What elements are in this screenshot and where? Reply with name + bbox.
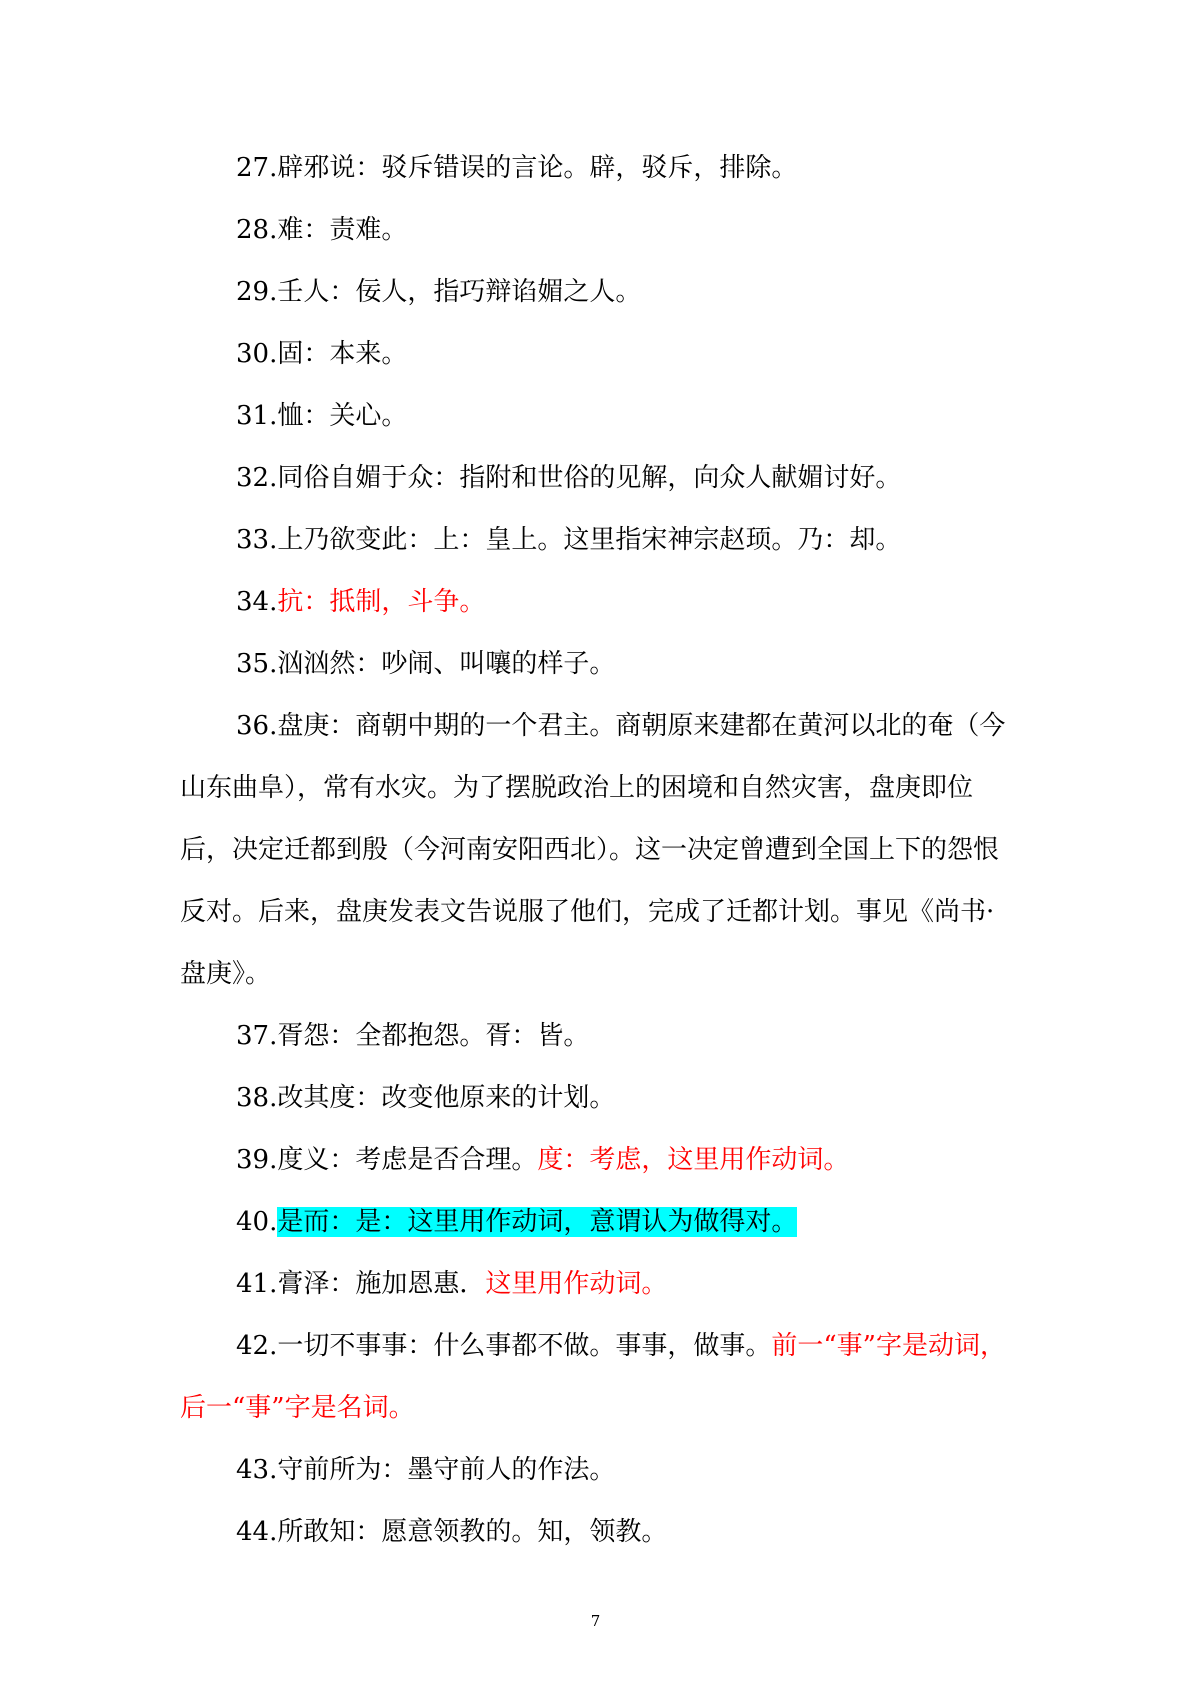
note-text: 39.度义：考虑是否合理。 xyxy=(236,1145,538,1175)
note-text: 43.守前所为：墨守前人的作法。 xyxy=(236,1455,616,1485)
note-44 xyxy=(180,1501,1010,1563)
note-text: 38.改其度：改变他原来的计划。 xyxy=(236,1083,616,1113)
note-29 xyxy=(180,261,1010,323)
note-text: 28.难：责难。 xyxy=(236,215,408,245)
note-33 xyxy=(180,509,1010,571)
note-emphasis-text: 抗：抵制，斗争。 xyxy=(277,587,486,617)
note-number: 40. xyxy=(236,1207,278,1237)
note-text: 27.辟邪说：驳斥错误的言论。辟，驳斥，排除。 xyxy=(236,153,798,183)
note-text: 42.一切不事事：什么事都不做。事事，做事。 xyxy=(236,1331,772,1361)
note-31 xyxy=(180,385,1010,447)
note-42 xyxy=(180,1315,1010,1439)
note-34 xyxy=(180,571,1010,633)
note-36 xyxy=(180,695,1010,1005)
note-text: 35.汹汹然：吵闹、叫嚷的样子。 xyxy=(236,649,616,679)
note-text: 31.恤：关心。 xyxy=(236,401,408,431)
note-text: 36.盘庚：商朝中期的一个君主。商朝原来建都在黄河以北的奄（今山东曲阜），常有水灾。为了摆脱政治上的困境和自然灾害，盘庚即位后，决定迁都到殷（今河南安阳西北）。这一决定曾遭到全国上下的怨恨反对。后来，盘庚发表文告说服了他们，完成了迁都计划。事见《尚书·盘庚》。 xyxy=(180,711,1006,989)
note-38 xyxy=(180,1067,1010,1129)
note-28 xyxy=(180,199,1010,261)
note-text: 30.固：本来。 xyxy=(236,339,408,369)
note-43 xyxy=(180,1439,1010,1501)
note-number: 34. xyxy=(236,587,278,617)
note-32 xyxy=(180,447,1010,509)
note-39 xyxy=(180,1129,1010,1191)
note-highlighted-text: 是而：是：这里用作动词，意谓认为做得对。 xyxy=(277,1207,798,1237)
note-emphasis-text: 前一“事”字是动词，后一“事”字是名词。 xyxy=(180,1331,1006,1423)
note-40 xyxy=(180,1191,1010,1253)
note-text: 41.膏泽：施加恩惠． xyxy=(236,1269,486,1299)
note-35 xyxy=(180,633,1010,695)
note-emphasis-text: 度：考虑，这里用作动词。 xyxy=(537,1145,850,1175)
note-text: 44.所敢知：愿意领教的。知，领教。 xyxy=(236,1517,668,1547)
notes-list xyxy=(180,137,1010,1563)
note-27 xyxy=(180,137,1010,199)
note-emphasis-text: 这里用作动词。 xyxy=(485,1269,668,1299)
note-37 xyxy=(180,1005,1010,1067)
note-text: 33.上乃欲变此：上：皇上。这里指宋神宗赵顼。乃：却。 xyxy=(236,525,902,555)
page-number: 7 xyxy=(590,1612,601,1630)
note-41 xyxy=(180,1253,1010,1315)
note-text: 32.同俗自媚于众：指附和世俗的见解，向众人献媚讨好。 xyxy=(236,463,902,493)
note-text: 29.壬人：佞人，指巧辩谄媚之人。 xyxy=(236,277,642,307)
note-text: 37.胥怨：全都抱怨。胥：皆。 xyxy=(236,1021,590,1051)
note-30 xyxy=(180,323,1010,385)
